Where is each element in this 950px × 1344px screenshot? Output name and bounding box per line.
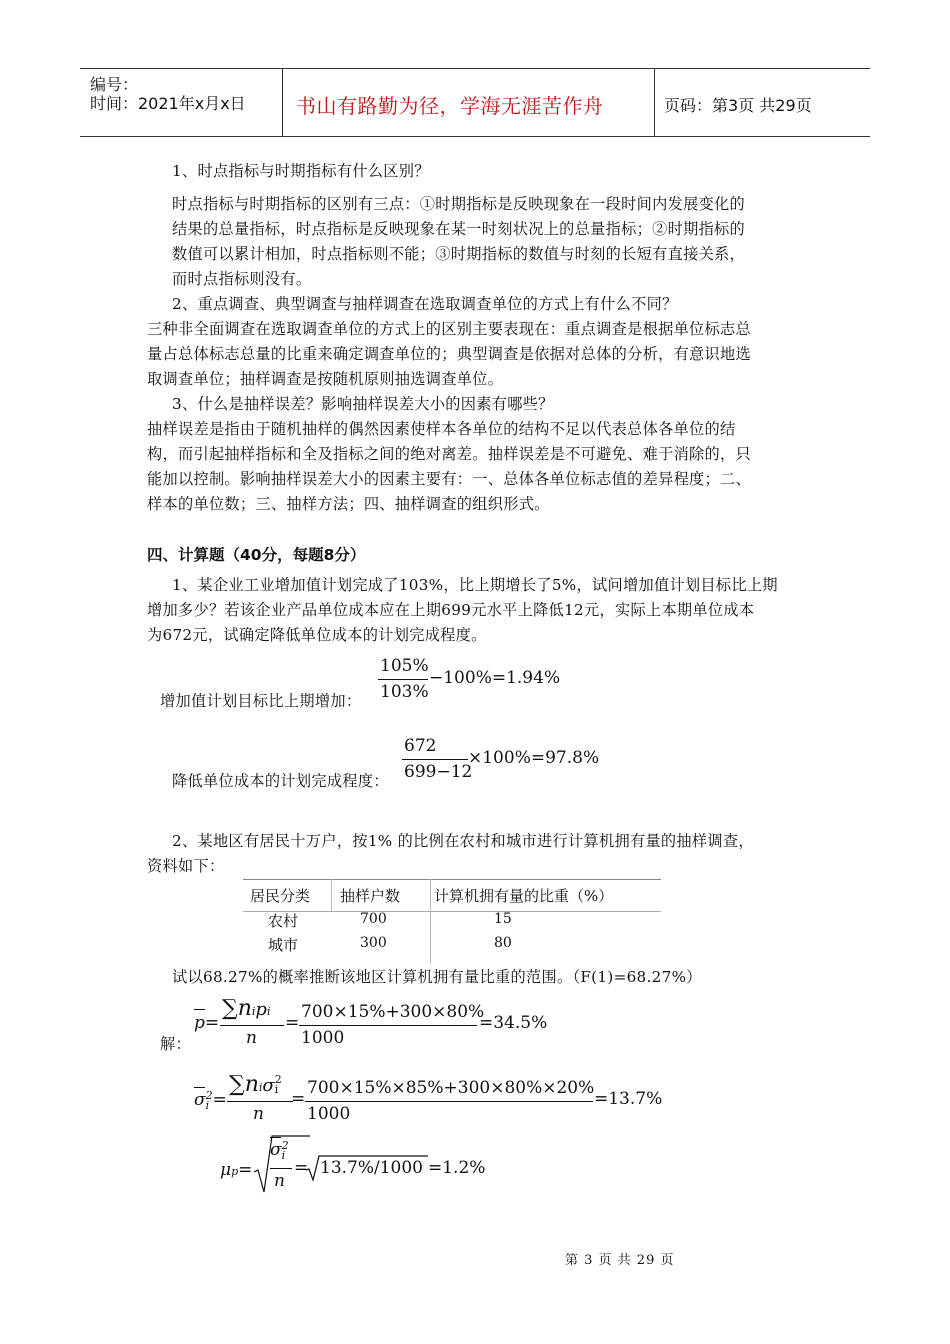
section-4-title: 四、计算题（40分，每题8分）: [147, 546, 366, 564]
formula-2-denominator: 699−12: [404, 762, 473, 782]
table-cell-rural-name: 农村: [268, 912, 299, 930]
answer-1-line-2: 结果的总量指标，时点指标是反映现象在某一时刻状况上的总量指标；②时期指标的: [172, 220, 746, 238]
formula-1-numerator: 105%: [380, 656, 429, 676]
answer-2-line-3: 取调查单位；抽样调查是按随机原则抽选调查单位。: [147, 370, 504, 388]
eq2-equals: =: [291, 1089, 306, 1109]
eq1-lhs-p-bar: p=: [194, 1013, 219, 1033]
table-col-divider-2: [430, 879, 431, 964]
formula-1-label: 增加值计划目标比上期增加：: [160, 692, 362, 710]
problem-1-line-1: 1、某企业工业增加值计划完成了103%，比上期增长了5%，试问增加值计划目标比上期: [172, 576, 778, 594]
eq3-result: =1.2%: [428, 1158, 486, 1178]
eq2-fraction-bar-2: [305, 1101, 593, 1102]
table-header-samples: 抽样户数: [340, 887, 401, 905]
answer-2-line-2: 量占总体标志总量的比重来确定调查单位的；典型调查是依据对总体的分析，有意识地选: [147, 345, 752, 363]
problem-2-line-1: 2、某地区有居民十万户，按1% 的比例在农村和城市进行计算机拥有量的抽样调查，: [172, 832, 754, 850]
problem-1-line-2: 增加多少？若该企业产品单位成本应在上期699元水平上降低12元，实际上本期单位成本: [147, 601, 755, 619]
table-header-rule: [243, 911, 661, 912]
problem-2-question: 试以68.27%的概率推断该地区计算机拥有量比重的范围。（F(1)=68.27%）: [172, 968, 702, 986]
formula-2-fraction-bar: [402, 759, 468, 760]
header-motto: 书山有路勤为径，学海无涯苦作舟: [296, 94, 604, 118]
question-1: 1、时点指标与时期指标有什么区别？: [172, 162, 430, 180]
eq1-denominator-value: 1000: [301, 1028, 345, 1048]
table-cell-rural-samples: 700: [360, 911, 387, 927]
table-header-category: 居民分类: [250, 887, 311, 905]
problem-2-line-2: 资料如下：: [147, 857, 225, 875]
eq3-radicand-sigma: σ2 i: [270, 1138, 289, 1162]
eq3-denominator-n: n: [274, 1171, 285, 1191]
eq3-equals: =: [294, 1158, 309, 1178]
eq1-equals: =: [285, 1013, 300, 1033]
eq1-result: =34.5%: [479, 1013, 548, 1033]
answer-3-line-2: 构，而引起抽样指标和全及指标之间的绝对离差。抽样误差是不可避免、难于消除的，只: [147, 445, 752, 463]
problem-1-line-3: 为672元，试确定降低单位成本的计划完成程度。: [147, 626, 487, 644]
eq2-numerator-values: 700×15%×85%+300×80%×20%: [307, 1078, 595, 1098]
table-cell-rural-share: 15: [494, 911, 512, 927]
formula-1-fraction-bar: [378, 679, 428, 680]
answer-3-line-3: 能加以控制。影响抽样误差大小的因素主要有：一、总体各单位标志值的差异程度；二、: [147, 470, 752, 488]
eq2-denominator-n: n: [253, 1104, 264, 1124]
answer-3-line-1: 抽样误差是指由于随机抽样的偶然因素使样本各单位的结构不足以代表总体各单位的结: [147, 420, 736, 438]
formula-1-denominator: 103%: [380, 682, 429, 702]
eq3-fraction-bar: [270, 1168, 292, 1169]
question-2: 2、重点调查、典型调查与抽样调查在选取调查单位的方式上有什么不同？: [172, 295, 678, 313]
eq1-numerator-values: 700×15%+300×80%: [301, 1002, 485, 1022]
answer-1-line-1: 时点指标与时期指标的区别有三点：①时期指标是反映现象在一段时间内发展变化的: [172, 195, 746, 213]
formula-2-numerator: 672: [404, 736, 437, 756]
eq2-fraction-bar-1: [227, 1101, 293, 1102]
eq1-denominator-n: n: [246, 1028, 257, 1048]
header-top-rule: [80, 68, 870, 69]
eq3-lhs-mu: μp=: [220, 1160, 253, 1180]
solution-label: 解：: [160, 1035, 191, 1053]
eq1-sum-numerator: ∑nipi: [222, 996, 271, 1021]
question-3: 3、什么是抽样误差？影响抽样误差大小的因素有哪些？: [172, 395, 554, 413]
table-header-share: 计算机拥有量的比重（%）: [434, 887, 614, 905]
table-top-rule: [243, 879, 661, 880]
formula-2-label: 降低单位成本的计划完成程度：: [172, 772, 389, 790]
header-page-label: 页码：第3页 共29页: [664, 96, 812, 115]
answer-1-line-3: 数值可以累计相加，时点指标则不能；③时期指标的数值与时刻的长短有直接关系，: [172, 245, 746, 263]
answer-2-line-1: 三种非全面调查在选取调查单位的方式上的区别主要表现在：重点调查是根据单位标志总: [147, 320, 752, 338]
eq1-fraction-bar-1: [220, 1025, 284, 1026]
header-divider-left: [282, 68, 283, 136]
header-bottom-rule: [80, 136, 870, 137]
table-col-divider-1: [331, 879, 332, 911]
eq2-sum-numerator: ∑niσ2 i: [229, 1072, 282, 1097]
table-cell-urban-name: 城市: [268, 936, 299, 954]
table-cell-urban-samples: 300: [360, 935, 387, 951]
eq2-denominator-value: 1000: [307, 1104, 351, 1124]
table-cell-urban-share: 80: [494, 935, 512, 951]
eq1-fraction-bar-2: [299, 1025, 477, 1026]
formula-1-result: −100%=1.94%: [429, 668, 561, 688]
header-divider-right: [654, 68, 655, 136]
answer-3-line-4: 样本的单位数；三、抽样方法；四、抽样调查的组织形式。: [147, 495, 550, 513]
eq2-result: =13.7%: [594, 1089, 663, 1109]
answer-1-line-4: 而时点指标则没有。: [172, 270, 312, 288]
header-number-label: 编号：: [90, 75, 139, 94]
formula-2-result: ×100%=97.8%: [468, 748, 600, 768]
eq2-lhs-sigma-bar: σ2 i =: [194, 1088, 227, 1112]
header-time-label: 时间：2021年x月x日: [90, 94, 246, 113]
page-footer: 第 3 页 共 29 页: [565, 1253, 675, 1268]
eq3-radicand-value: 13.7%/1000: [320, 1158, 423, 1178]
